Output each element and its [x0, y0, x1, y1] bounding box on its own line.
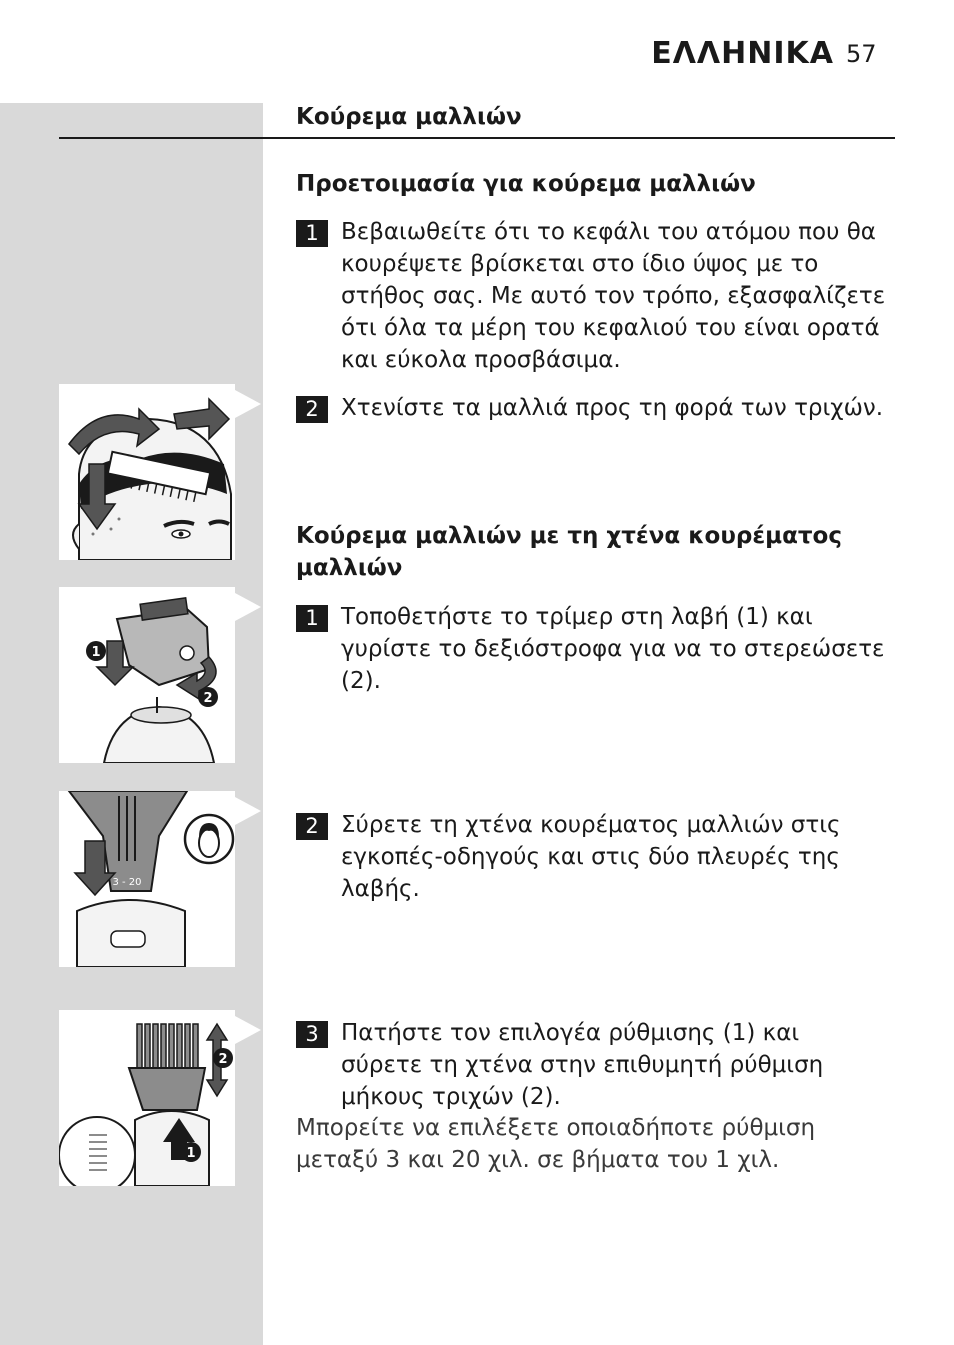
- attach-trimmer-illustration: [59, 587, 235, 763]
- section-title: Κούρεμα μαλλιών: [296, 104, 522, 130]
- combing-hair-illustration: [59, 384, 235, 560]
- step-number-badge: 3: [296, 1021, 328, 1048]
- step-text: Σύρετε τη χτένα κουρέματος μαλλιών στις εγκοπές-οδηγούς και στις δύο πλευρές της λαβής.: [341, 812, 841, 902]
- step-number-badge: 2: [296, 813, 328, 840]
- step-number-badge: 2: [296, 396, 328, 423]
- step-label-2: 2: [203, 691, 213, 706]
- adjust-length-illustration: [59, 1010, 235, 1186]
- prep-heading: Προετοιμασία για κούρεμα μαλλιών: [296, 171, 756, 197]
- step-text: Χτενίστε τα μαλλιά προς τη φορά των τριχών.: [341, 395, 884, 421]
- comb-step-2: [296, 809, 886, 905]
- comb-step-3: [296, 1017, 886, 1113]
- section-divider: [59, 137, 895, 139]
- slide-comb-illustration: [59, 791, 235, 967]
- step-label-1: 1: [186, 1146, 196, 1161]
- illustration-pointer: [235, 797, 261, 825]
- step-text: Τοποθετήστε το τρίμερ στη λαβή (1) και γυρίστε το δεξιόστροφα για να το στερεώσετε (2).: [341, 604, 885, 694]
- settings-note: Μπορείτε να επιλέξετε οποιαδήποτε ρύθμιση μεταξύ 3 και 20 χιλ. σε βήματα του 1 χιλ.: [296, 1115, 816, 1173]
- step-label-2: 2: [218, 1052, 228, 1067]
- language-heading: ΕΛΛΗΝΙΚΑ: [651, 36, 834, 71]
- prep-step-2: [296, 392, 886, 424]
- illustration-pointer: [235, 1016, 261, 1044]
- step-number-badge: 1: [296, 220, 328, 247]
- comb-step-1: [296, 601, 886, 697]
- prep-step-1: [296, 216, 886, 376]
- step-number-badge: 1: [296, 605, 328, 632]
- page-number: 57: [846, 40, 877, 68]
- illustration-pointer: [235, 390, 261, 418]
- comb-range-label: 3 - 20: [112, 877, 142, 888]
- comb-heading: Κούρεμα μαλλιών με τη χτένα κουρέματος μαλλιών: [296, 523, 842, 581]
- illustration-pointer: [235, 593, 261, 621]
- step-label-1: 1: [91, 645, 101, 660]
- step-text: Πατήστε τον επιλογέα ρύθμισης (1) και σύρετε τη χτένα στην επιθυμητή ρύθμιση μήκους τριχών (2).: [341, 1020, 824, 1110]
- step-text: Βεβαιωθείτε ότι το κεφάλι του ατόμου που θα κουρέψετε βρίσκεται στο ίδιο ύψος με το στήθος σας. Με αυτό τον τρόπο, εξασφαλίζετε ότι όλα τα μέρη του κεφαλιού του είναι ορατά και εύκολα προσβάσιμα.: [341, 219, 886, 373]
